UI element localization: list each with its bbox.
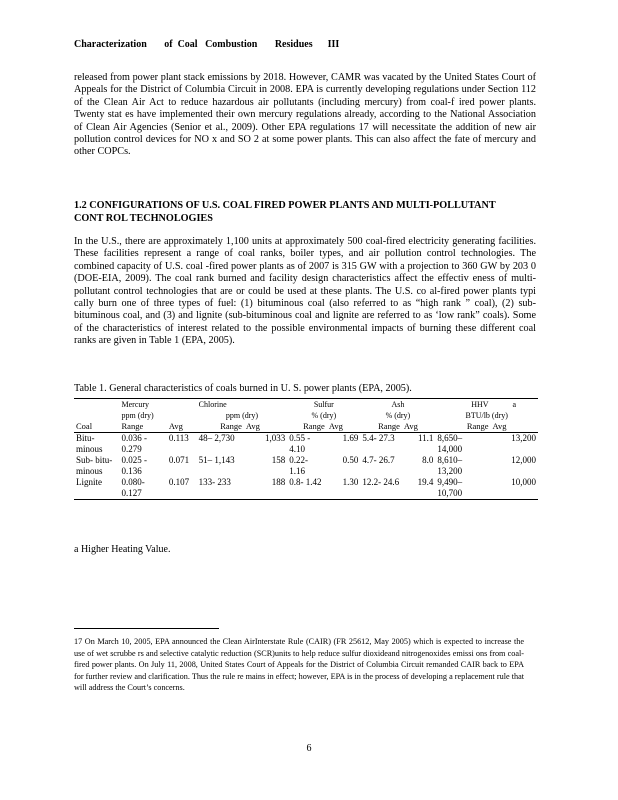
cell-hhv-avg: 12,000: [511, 455, 536, 465]
cell-hhv-avg: 10,000: [511, 477, 536, 487]
cell-hhv-range: 8,610– 13,200: [437, 455, 463, 476]
col-avg: Avg: [167, 421, 197, 433]
cell-coal: Bitu- minous: [76, 433, 103, 454]
cell-hhv-range: 8,650– 14,000: [437, 433, 463, 454]
cell-hg-range: 0.036 - 0.279: [121, 433, 147, 454]
col-range: Range: [120, 421, 167, 433]
header-hhv-note: a: [512, 400, 517, 409]
col-range: Range: [360, 421, 401, 433]
col-avg: Avg: [244, 421, 287, 433]
cell-s-range: 0.55 - 4.10: [289, 433, 311, 454]
cell-s-avg: 1.69: [342, 433, 359, 443]
header-ash: Ash: [391, 400, 405, 409]
cell-s-range: 0.22- 1.16: [289, 455, 309, 476]
cell-s-avg: 0.50: [342, 455, 359, 465]
paragraph-configurations: In the U.S., there are approximately 1,100 units at approximately 500 coal-fired electricity generating facilities. These facilities represent a range of coal ranks, boiler types, and air pollution control technologies. The combined capacity of U.S. coal -fired power plants as of 2007 is 315 GW with a projection to 360 GW by 203 0 (DOE-EIA, 2009). The coal rank burned and facility design characteristics affect the effectiv eness of multi-pollutant control technologies that are or could be used at these plants. The U.S. co al-fired power plants typi cally burn one of three types of fuel: (1) bituminous coal (also referred to as “high rank ” coal), (2) sub-bituminous coal, and (3) and lignite (sub-bituminous coal and lignite are referred to as ‘low rank” coals). Some of the characteristics of interest related to the possible environmental impacts of burning these different coal ranks are given in Table 1 (EPA, 2005).: [74, 236, 536, 347]
cell-hg-avg: 0.071: [168, 455, 190, 465]
table-column-header-row: [74, 421, 538, 433]
cell-ash-range: 5.4- 27.3: [362, 433, 395, 443]
unit-hhv: BTU/lb (dry): [465, 411, 508, 420]
cell-s-avg: 1.30: [342, 477, 359, 487]
col-range: Range: [435, 421, 490, 433]
col-avg: Avg: [402, 421, 436, 433]
table-unit-header-row: [74, 410, 538, 421]
cell-hhv-range: 9,490– 10,700: [437, 477, 463, 498]
page-footnote: 17 On March 10, 2005, EPA announced the Clean AirInterstate Rule (CAIR) (FR 25612, May 2005) which is expected to increase the use of wet scrubbe rs and selective catalytic reduction (SCR)units to help reduce sulfur dioxideand nitrogenoxides emissi ons from coal-fired power plants. On July 11, 2008, United States Court of Appeals for the District of Columbia Circuit remanded CAIR back to EPA for further review and clarification. Thus the rule re mains in effect; however, EPA is in the process of developing a replacement rule that will address the Court’s concerns.: [74, 637, 524, 693]
header-hhv: HHV: [471, 400, 489, 409]
col-range: Range: [287, 421, 327, 433]
cell-hg-avg: 0.107: [168, 477, 190, 487]
cell-hg-range: 0.025 - 0.136: [121, 455, 147, 476]
coal-characteristics-table: [74, 398, 538, 500]
table-row: [74, 477, 538, 500]
cell-cl-avg: 158: [271, 455, 286, 465]
table-caption: Table 1. General characteristics of coals burned in U. S. power plants (EPA, 2005).: [74, 383, 412, 394]
cell-cl-range: 133- 233: [198, 477, 231, 487]
unit-chlorine: ppm (dry): [225, 411, 259, 420]
page-number: 6: [306, 743, 312, 754]
cell-cl-avg: 188: [271, 477, 286, 487]
cell-ash-range: 12.2- 24.6: [362, 477, 400, 487]
cell-coal: Lignite: [76, 477, 102, 487]
cell-cl-range: 51– 1,143: [198, 455, 235, 465]
cell-hhv-avg: 13,200: [511, 433, 536, 443]
table-row: [74, 433, 538, 456]
header-sulfur: Sulfur: [313, 400, 334, 409]
unit-sulfur: % (dry): [311, 411, 337, 420]
header-chlorine: Chlorine: [198, 400, 227, 409]
table-footnote: a Higher Heating Value.: [74, 544, 171, 555]
header-mercury: Mercury: [121, 400, 150, 409]
section-heading: 1.2 CONFIGURATIONS OF U.S. COAL FIRED POWER PLANTS AND MULTI-POLLUTANT CONT ROL TECHNOLOGIES: [74, 200, 496, 224]
running-header: Characterization of Coal Combustion Residues III: [74, 39, 340, 50]
table-group-header-row: [74, 399, 538, 411]
col-range: Range: [197, 421, 244, 433]
table-row: [74, 455, 538, 477]
col-coal: Coal: [74, 421, 120, 433]
cell-cl-avg: 1,033: [265, 433, 286, 443]
unit-mercury: ppm (dry): [121, 411, 154, 420]
cell-coal: Sub- bitu- minous: [76, 455, 113, 476]
cell-ash-avg: 11.1: [417, 433, 434, 443]
cell-hg-avg: 0.113: [168, 433, 189, 443]
col-avg: Avg: [491, 421, 538, 433]
footnote-divider: [74, 628, 219, 629]
cell-ash-avg: 19.4: [417, 477, 434, 487]
cell-hg-range: 0.080- 0.127: [121, 477, 145, 498]
unit-ash: % (dry): [385, 411, 411, 420]
paragraph-cair: released from power plant stack emissions by 2018. However, CAMR was vacated by the United States Court of Appeals for the District of Columbia Circuit in 2008. EPA is currently developing regulations under Section 112 of the Clean Air Act to reduce hazardous air pollutants (including mercury) from coal-f ired power plants. Twenty stat es have implemented their own mercury regulations already, according to the National Association of Clean Air Agencies (Senior et al., 2009). Other EPA regulations 17 will necessitate the addition of new air pollution control devices for NO x and SO 2 at some power plants. This can also affect the fate of mercury and other COPCs.: [74, 72, 536, 158]
cell-s-range: 0.8- 1.42: [289, 477, 322, 487]
cell-cl-range: 48– 2,730: [198, 433, 235, 443]
cell-ash-range: 4.7- 26.7: [362, 455, 395, 465]
cell-ash-avg: 8.0: [422, 455, 434, 465]
col-avg: Avg: [327, 421, 361, 433]
